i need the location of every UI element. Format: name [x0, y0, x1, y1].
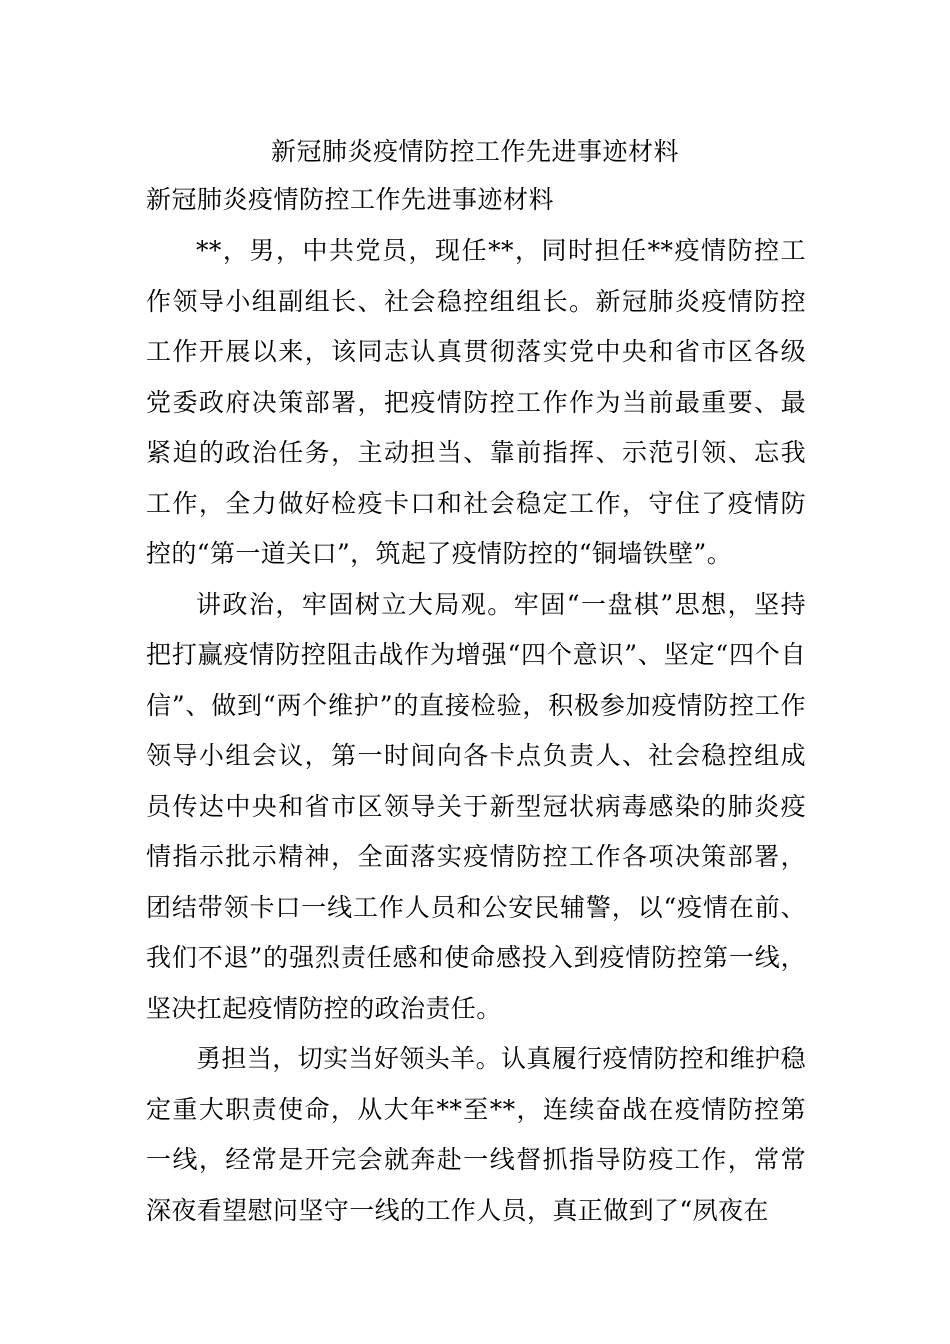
- document-subtitle: 新冠肺炎疫情防控工作先进事迹材料: [146, 185, 555, 214]
- paragraph-intro: **，男，中共党员，现任**，同时担任**疫情防控工作领导小组副组长、社会稳控组组长。新冠肺炎疫情防控工作开展以来，该同志认真贯彻落实党中央和省市区各级党委政府决策部署，把疫情防控工作作为当前最重要、最紧迫的政治任务，主动担当、靠前指挥、示范引领、忘我工作，全力做好检疫卡口和社会稳定工作，守住了疫情防控的“第一道关口”，筑起了疫情防控的“铜墙铁壁”。: [146, 236, 806, 568]
- document-body: [146, 226, 806, 1236]
- paragraph-responsibility: 勇担当，切实当好领头羊。认真履行疫情防控和维护稳定重大职责使命，从大年**至**，连续奋战在疫情防控第一线，经常是开完会就奔赴一线督抓指导防疫工作，常常深夜看望慰问坚守一线的工作人员，真正做到了“夙夜在: [146, 1044, 806, 1225]
- document-title: 新冠肺炎疫情防控工作先进事迹材料: [270, 137, 679, 166]
- paragraph-politics: 讲政治，牢固树立大局观。牢固“一盘棋”思想，坚持把打赢疫情防控阻击战作为增强“四个意识”、坚定“四个自信”、做到“两个维护”的直接检验，积极参加疫情防控工作领导小组会议，第一时间向各卡点负责人、社会稳控组成员传达中央和省市区领导关于新型冠状病毒感染的肺炎疫情指示批示精神，全面落实疫情防控工作各项决策部署，团结带领卡口一线工作人员和公安民辅警，以“疫情在前、我们不退”的强烈责任感和使命感投入到疫情防控第一线，坚决扛起疫情防控的政治责任。: [146, 589, 806, 1023]
